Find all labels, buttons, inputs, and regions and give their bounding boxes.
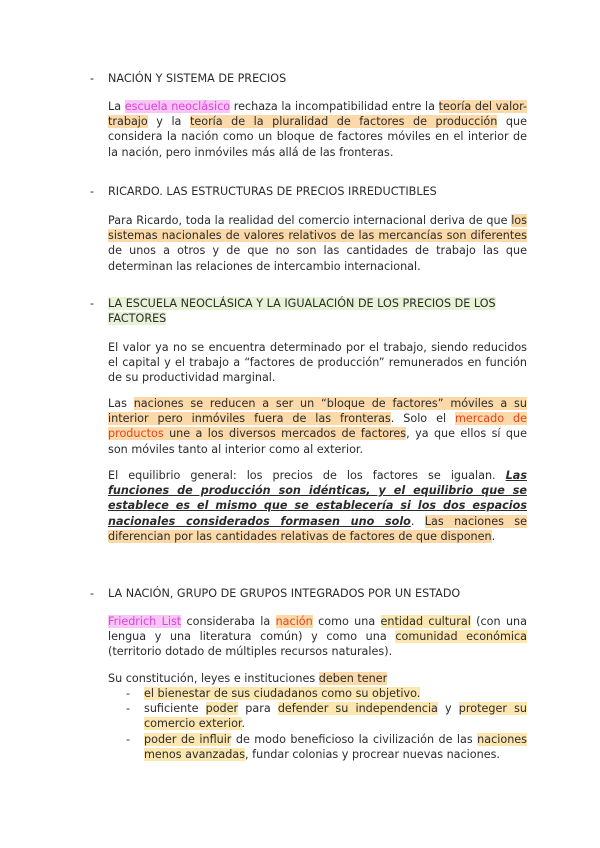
bullet-dash: -: [126, 702, 131, 716]
text-segment: para: [238, 702, 278, 716]
text-segment: como una: [312, 615, 381, 628]
text-segment: y la: [147, 115, 190, 129]
text-segment: Las funciones de producción son idénticas, y el equilibrio que se establece es el mismo que se establecería si los dos espacios nacionales considerados formasen uno solo: [108, 469, 527, 528]
bullet-dash: -: [126, 687, 131, 700]
text-segment: nación: [275, 615, 313, 628]
heading-highlight: LA ESCUELA NEOCLÁSICA Y LA IGUALACIÓN DE LOS PRECIOS DE LOS FACTORES: [108, 297, 496, 325]
heading-dash: -: [90, 587, 95, 600]
text-segment: poder: [205, 702, 239, 716]
text-segment: .: [241, 717, 246, 731]
text-segment: Su constitución, leyes e instituciones: [108, 672, 319, 685]
paragraph: [108, 614, 527, 660]
text-segment: y: [437, 702, 459, 716]
text-segment: .: [410, 514, 425, 528]
text-segment: .: [491, 529, 496, 543]
text-segment: que considera la nación como un bloque de factores móviles en el interior de la nación, pero inmóviles más allá de las fronteras.: [108, 115, 527, 159]
paragraph: [108, 213, 527, 274]
text-segment: La: [108, 100, 125, 113]
text-segment: escuela neoclásico: [124, 100, 231, 113]
list-item: [126, 686, 527, 701]
heading-text: NACIÓN Y SISTEMA DE PRECIOS: [108, 72, 287, 85]
text-segment: defender su independencia: [277, 702, 438, 716]
text-segment: Las naciones se diferencian por las cantidades relativas de factores de que disponen: [108, 514, 527, 543]
text-segment: comunidad económica: [395, 630, 527, 644]
heading-dash: -: [90, 185, 95, 198]
text-segment: naciones menos avanzadas: [144, 732, 528, 761]
heading-text: LA NACIÓN, GRUPO DE GRUPOS INTEGRADOS POR UN ESTADO: [108, 587, 461, 600]
text-segment: teoría del valor-trabajo: [108, 100, 528, 129]
text-segment: naciones se reducen a ser un “bloque de factores” móviles a su interior pero inmóviles fuera de las fronteras: [108, 397, 527, 426]
text-segment: poder de influir: [144, 732, 232, 746]
text-segment: Friedrich List: [108, 615, 182, 628]
text-segment: rechaza la incompatibilidad entre la: [230, 100, 439, 113]
paragraph: [108, 340, 527, 386]
text-segment: Para Ricardo, toda la realidad del comercio internacional deriva de que: [108, 214, 512, 227]
text-segment: los sistemas nacionales de valores relativos de las mercancías son diferentes: [108, 214, 527, 243]
heading-dash: -: [90, 297, 95, 310]
list-item: [126, 732, 527, 762]
text-segment: deben tener: [318, 672, 388, 685]
paragraph: [108, 468, 527, 544]
heading-dash: -: [90, 72, 95, 85]
section-heading: [90, 296, 535, 326]
text-segment: entidad cultural: [380, 615, 471, 628]
section-heading: [90, 71, 535, 86]
text-segment: (territorio dotado de múltiples recursos naturales).: [108, 645, 393, 659]
paragraph: [108, 671, 527, 686]
text-segment: El equilibrio general: los precios de los factores se igualan.: [108, 469, 506, 482]
bullet-dash: -: [126, 732, 131, 746]
text-segment: de modo beneficioso la civilización de las: [231, 732, 478, 746]
text-segment: El valor ya no se encuentra determinado por el trabajo, siendo reducidos el capital y el trabajo a “factores de producción” remunerados en función de su productividad marginal.: [108, 341, 527, 385]
section-heading: [90, 586, 535, 601]
text-segment: consideraba la: [181, 615, 276, 628]
text-segment: el bienestar de sus ciudadanos como su objetivo.: [144, 687, 421, 700]
text-segment: une a los diversos mercados de factores: [163, 427, 407, 441]
text-segment: suficiente: [144, 702, 206, 716]
bullet-list: [126, 686, 527, 762]
text-segment: . Solo el: [390, 412, 455, 426]
text-segment: proteger su comercio exterior: [144, 702, 527, 731]
paragraph: [108, 99, 527, 160]
heading-text: [108, 296, 535, 326]
text-segment: de unos a otros y de que no son las cantidades de trabajo las que determinan las relaciones de intercambio internacional.: [108, 244, 527, 273]
text-segment: mercado de productos: [108, 412, 527, 441]
section-heading: [90, 184, 535, 199]
text-segment: , ya que ellos sí que son móviles tanto al interior como al exterior.: [108, 427, 527, 456]
paragraph: [108, 396, 527, 457]
text-segment: teoría de la pluralidad de factores de producción: [189, 115, 498, 129]
heading-text: RICARDO. LAS ESTRUCTURAS DE PRECIOS IRREDUCTIBLES: [108, 185, 437, 198]
text-segment: Las: [108, 397, 134, 410]
text-segment: (con una lengua y una literatura común) y como una: [108, 615, 527, 644]
list-item: [126, 701, 527, 731]
text-segment: , fundar colonias y procrear nuevas naciones.: [245, 747, 500, 761]
